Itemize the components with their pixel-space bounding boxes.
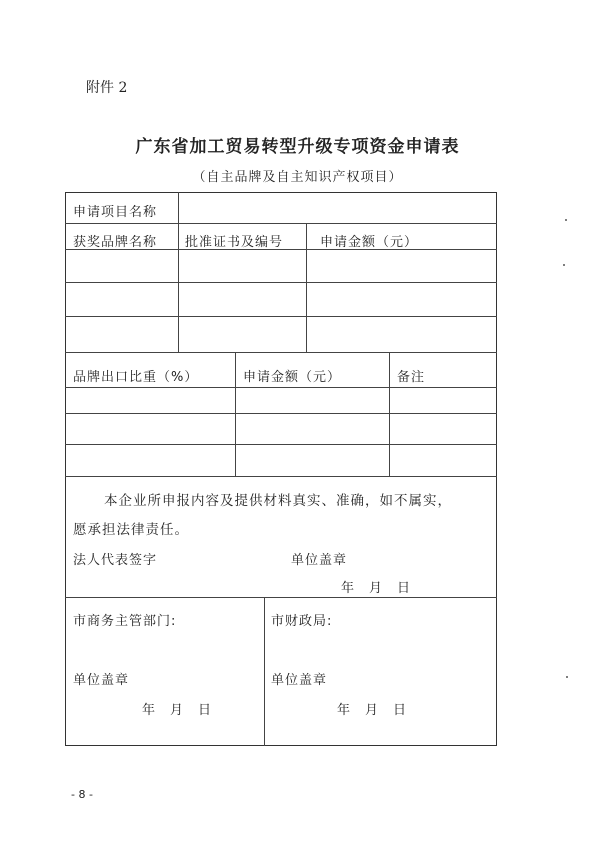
column-divider	[264, 597, 265, 746]
commerce-seal-label: 单位盖章	[73, 673, 130, 688]
form-subtitle: （自主品牌及自主知识产权项目）	[192, 170, 403, 185]
remarks-label: 备注	[397, 370, 426, 385]
award-brand-label: 获奖品牌名称	[73, 235, 158, 250]
amount-label: 申请金额（元）	[243, 370, 342, 385]
unit-seal-label: 单位盖章	[291, 553, 348, 568]
page-number: - 8 -	[71, 788, 93, 801]
column-divider	[178, 192, 179, 223]
declaration-text: 本企业所申报内容及提供材料真实、准确，如不属实，	[104, 493, 452, 509]
finance-date-label: 年 月 日	[337, 703, 408, 718]
commerce-date-label: 年 月 日	[142, 703, 213, 718]
row-divider	[65, 413, 497, 414]
row-divider	[65, 597, 497, 598]
attachment-label: 附件 2	[86, 80, 128, 96]
column-divider	[235, 352, 236, 476]
finance-bureau-label: 市财政局:	[271, 614, 333, 629]
date-label: 年 月 日	[341, 581, 412, 596]
scan-speck	[563, 264, 565, 266]
certificate-label: 批准证书及编号	[185, 235, 284, 250]
row-divider	[65, 387, 497, 388]
amount-label: 申请金额（元）	[320, 235, 419, 250]
row-divider	[65, 352, 497, 353]
column-divider	[306, 223, 307, 352]
scan-speck	[565, 219, 567, 221]
row-divider	[65, 282, 497, 283]
legal-rep-label: 法人代表签字	[73, 553, 158, 568]
row-divider	[65, 223, 497, 224]
form-title: 广东省加工贸易转型升级专项资金申请表	[135, 137, 460, 157]
project-name-label: 申请项目名称	[73, 205, 158, 220]
commerce-dept-label: 市商务主管部门:	[73, 614, 177, 629]
declaration-text: 愿承担法律责任。	[73, 522, 189, 538]
export-ratio-label: 品牌出口比重（%）	[73, 370, 199, 385]
row-divider	[65, 476, 497, 477]
finance-seal-label: 单位盖章	[271, 673, 328, 688]
row-divider	[65, 316, 497, 317]
column-divider	[389, 352, 390, 476]
column-divider	[178, 223, 179, 352]
application-table	[65, 192, 497, 746]
row-divider	[65, 444, 497, 445]
scan-speck	[566, 676, 568, 678]
